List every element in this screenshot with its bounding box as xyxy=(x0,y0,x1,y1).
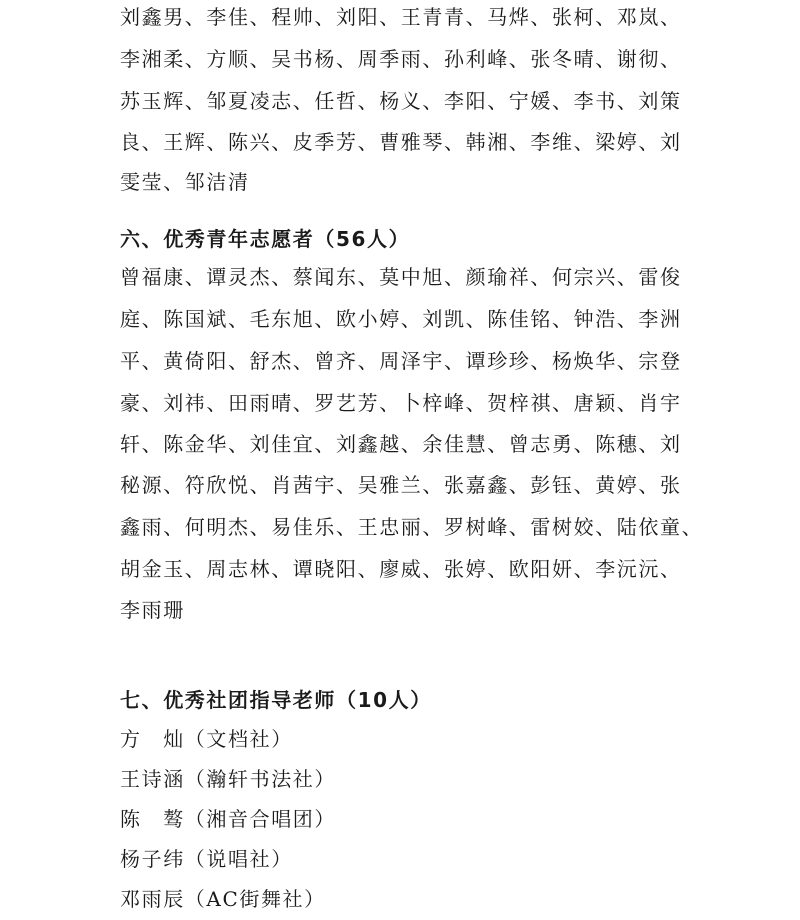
section-seven-heading: 七、优秀社团指导老师（10人） xyxy=(120,688,432,712)
name-line: 雯莹、邹洁清 xyxy=(120,170,250,194)
teacher-entry: 邓雨辰（AC街舞社） xyxy=(120,887,326,911)
teacher-entry: 方 灿（文档社） xyxy=(120,727,293,751)
name-line: 曾福康、谭灵杰、蔡闻东、莫中旭、颜瑜祥、何宗兴、雷俊 xyxy=(120,265,682,289)
name-line: 胡金玉、周志林、谭晓阳、廖威、张婷、欧阳妍、李沅沅、 xyxy=(120,557,682,581)
section-six-heading: 六、优秀青年志愿者（56人） xyxy=(120,227,411,251)
teacher-entry: 王诗涵（瀚轩书法社） xyxy=(120,767,336,791)
teacher-entry: 杨子纬（说唱社） xyxy=(120,847,293,871)
name-line: 良、王辉、陈兴、皮季芳、曹雅琴、韩湘、李维、梁婷、刘 xyxy=(120,130,682,154)
name-line: 豪、刘祎、田雨晴、罗艺芳、卜梓峰、贺梓祺、唐颖、肖宇 xyxy=(120,391,682,415)
name-line: 轩、陈金华、刘佳宜、刘鑫越、余佳慧、曾志勇、陈穗、刘 xyxy=(120,432,682,456)
name-line: 李湘柔、方顺、吴书杨、周季雨、孙利峰、张冬晴、谢彻、 xyxy=(120,47,682,71)
name-line: 鑫雨、何明杰、易佳乐、王忠丽、罗树峰、雷树姣、陆依童、 xyxy=(120,515,704,539)
name-line: 李雨珊 xyxy=(120,598,185,622)
name-line: 苏玉辉、邹夏凌志、任哲、杨义、李阳、宁媛、李书、刘策 xyxy=(120,89,682,113)
teacher-entry: 陈 骜（湘音合唱团） xyxy=(120,807,336,831)
name-line: 庭、陈国斌、毛东旭、欧小婷、刘凯、陈佳铭、钟浩、李洲 xyxy=(120,307,682,331)
name-line: 秘源、符欣悦、肖茜宇、吴雅兰、张嘉鑫、彭钰、黄婷、张 xyxy=(120,473,682,497)
name-line: 刘鑫男、李佳、程帅、刘阳、王青青、马烨、张柯、邓岚、 xyxy=(120,5,682,29)
name-line: 平、黄倚阳、舒杰、曾齐、周泽宇、谭珍珍、杨焕华、宗登 xyxy=(120,349,682,373)
